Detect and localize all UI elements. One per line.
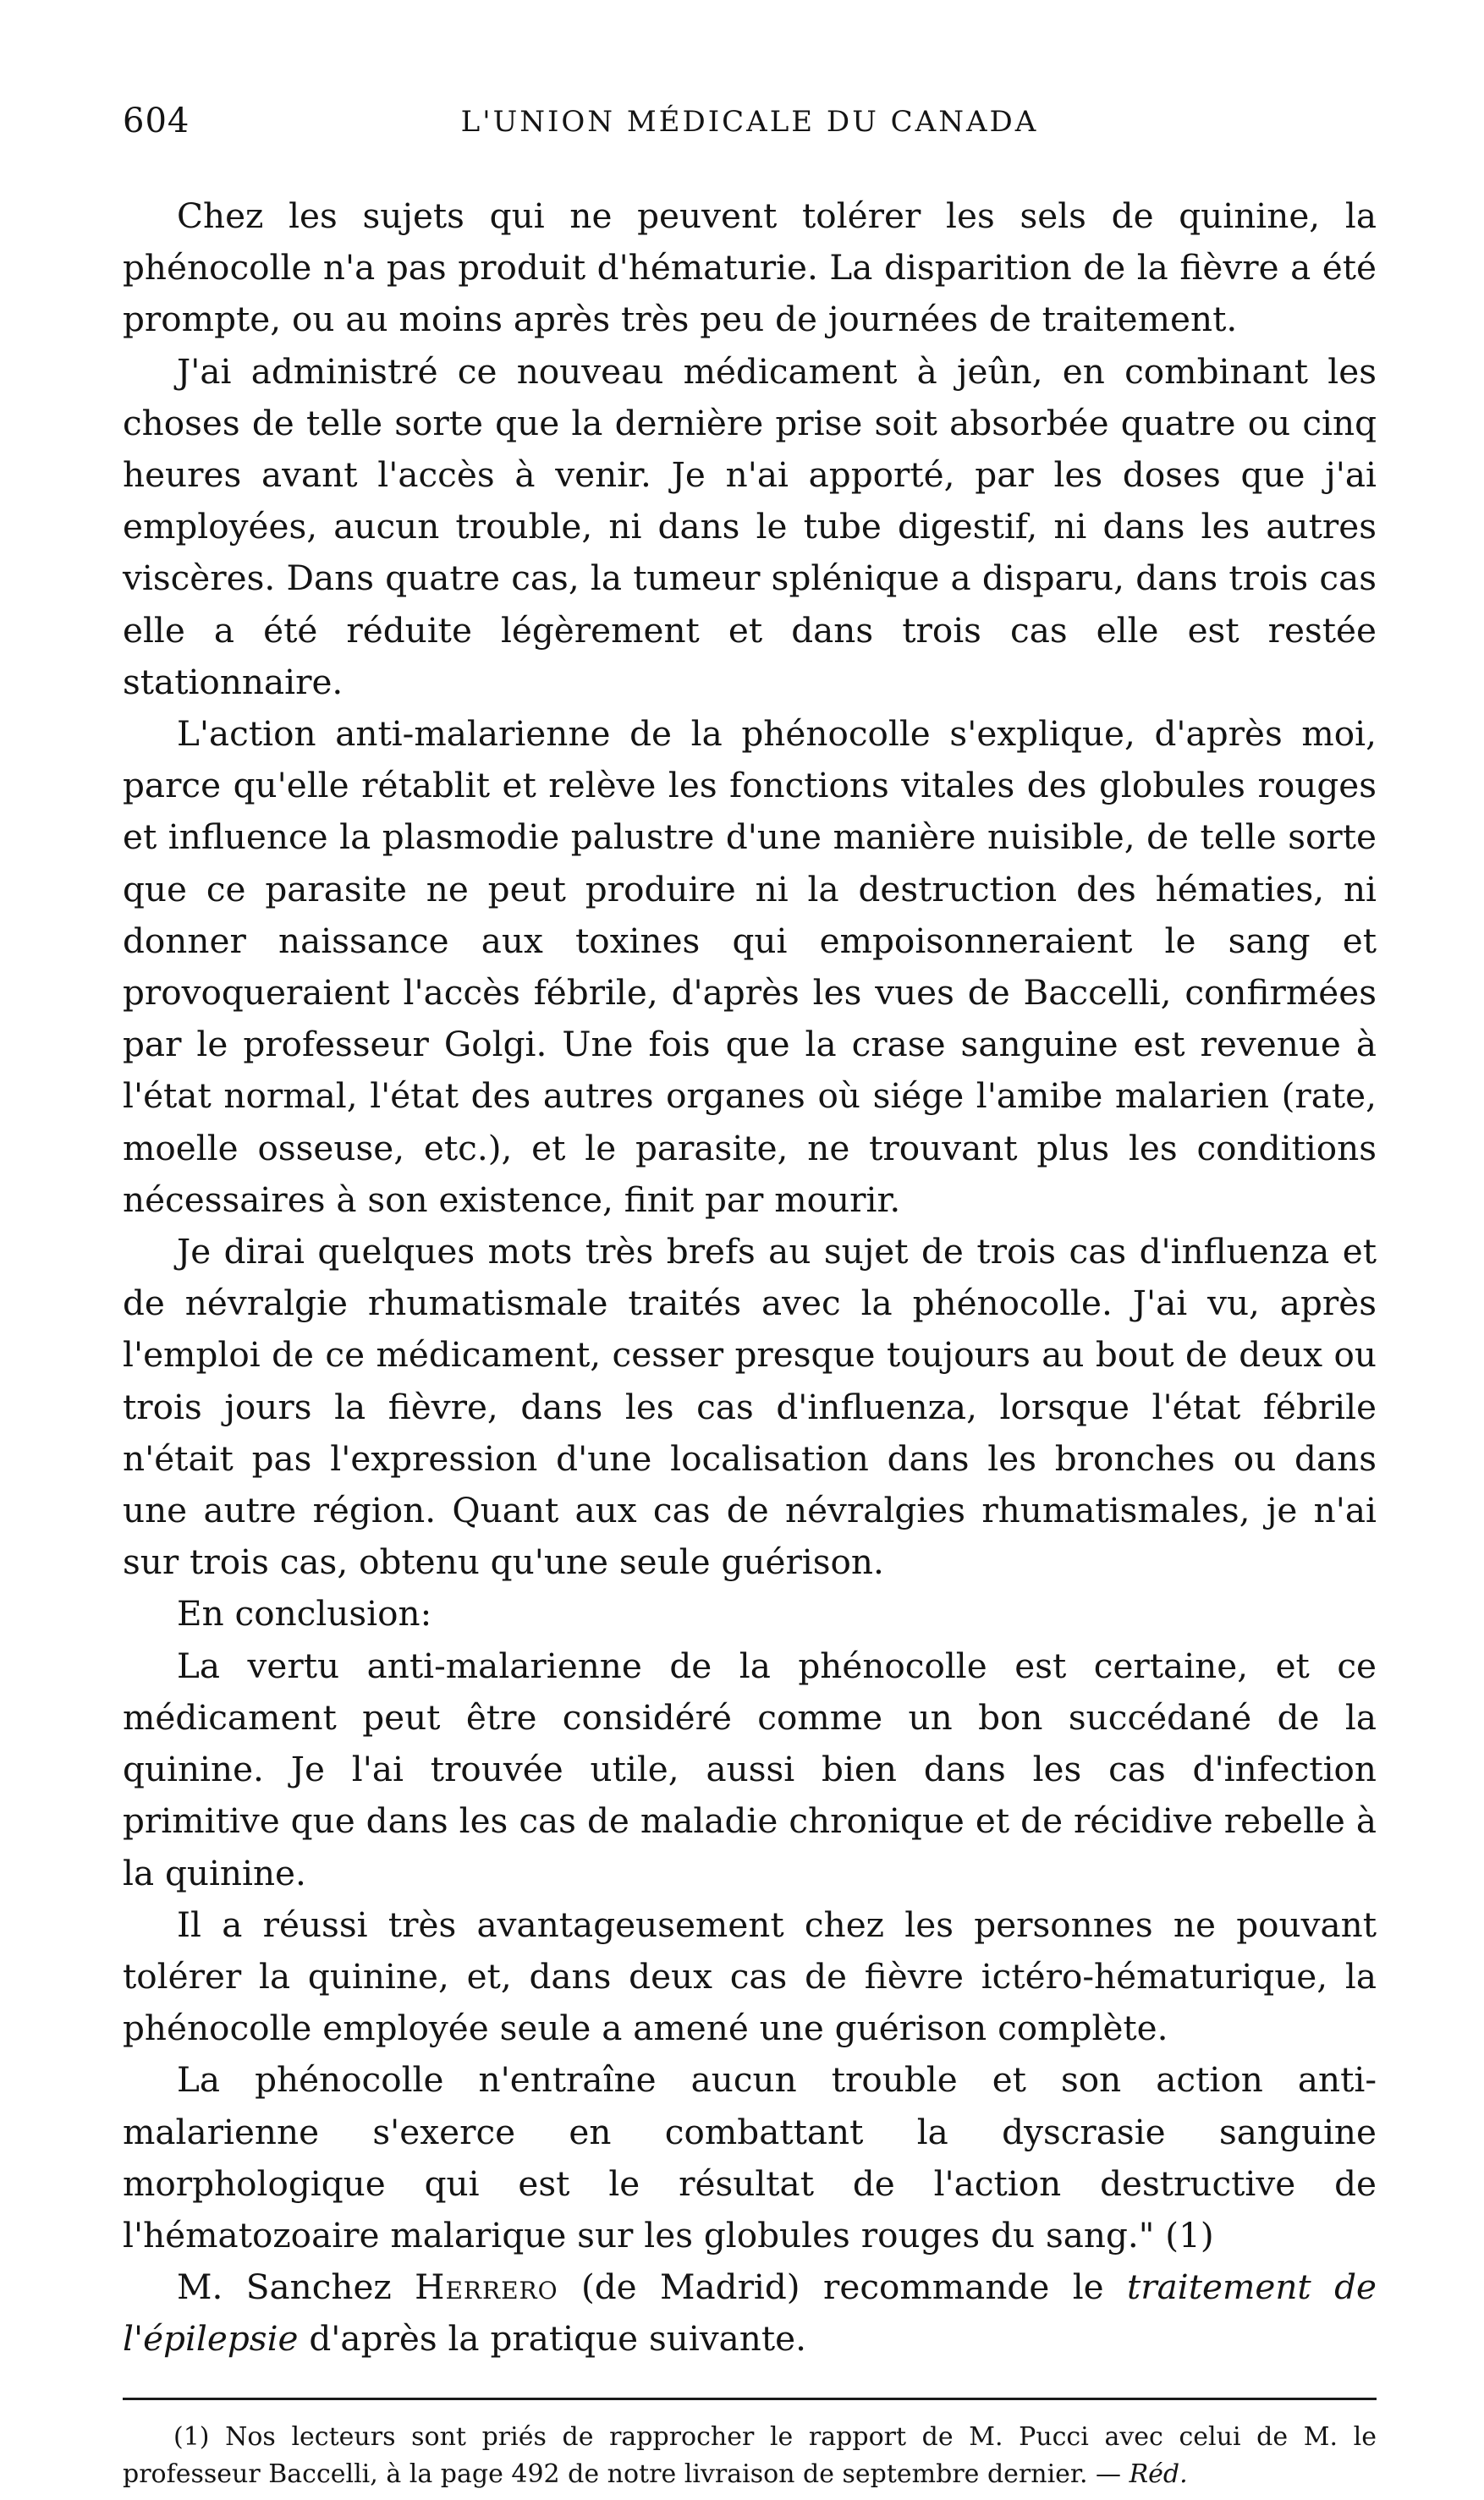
document-page [123, 102, 1377, 2493]
footnote-text: (1) Nos lecteurs sont priés de rapprocher le rapport de M. Pucci avec celui de M. le professeur Baccelli, à la page 492 de notre livraison de septembre dernier. — [123, 2421, 1377, 2489]
paragraph-6: La vertu anti-malarienne de la phénocolle est certaine, et ce médicament peut être considéré comme un bon succédané de la quinine. Je l'ai trouvée utile, aussi bien dans les cas d'infection primitive que dans les cas de maladie chronique et de récidive rebelle à la quinine. [123, 1645, 1377, 1893]
footnote-signature: Réd. [1129, 2459, 1188, 2489]
footnote-divider [123, 2398, 1377, 2400]
treatment-title: traitement de l'épilepsie [123, 2266, 1377, 2360]
paragraph-5: En conclusion: [177, 1593, 432, 1635]
article-body [123, 190, 1377, 2365]
journal-title: L'UNION MÉDICALE DU CANADA [460, 105, 1039, 139]
paragraph-9-prefix: M. Sanchez [177, 2266, 415, 2308]
footnote [123, 2419, 1377, 2493]
paragraph-9-suffix: d'après la pratique suivante. [298, 2318, 807, 2360]
paragraph-4: Je dirai quelques mots très brefs au sujet de trois cas d'influenza et de névralgie rhumatismale traités avec la phénocolle. J'ai vu, après l'emploi de ce médicament, cesser presque toujours au bout de deux ou trois jours la fièvre, dans les cas d'influenza, lorsque l'état fébrile n'était pas l'expression d'une localisation dans les bronches ou dans une autre région. Quant aux cas de névralgies rhumatismales, je n'ai sur trois cas, obtenu qu'une seule guérison. [123, 1231, 1377, 1583]
paragraph-2: J'ai administré ce nouveau médicament à jeûn, en combinant les choses de telle sorte que la dernière prise soit absorbée quatre ou cinq heures avant l'accès à venir. Je n'ai apporté, par les doses que j'ai employées, aucun trouble, ni dans le tube digestif, ni dans les autres viscères. Dans quatre cas, la tumeur splénique a disparu, dans trois cas elle a été réduite légèrement et dans trois cas elle est restée stationnaire. [123, 350, 1377, 702]
paragraph-9 [123, 2261, 1377, 2365]
page-number: 604 [123, 102, 190, 140]
author-name: Herrero [415, 2266, 558, 2308]
paragraph-7: Il a réussi très avantageusement chez les personnes ne pouvant tolérer la quinine, et, dans deux cas de fièvre ictéro-hématurique, la phénocolle employée seule a amené une guérison complète. [123, 1904, 1377, 2049]
paragraph-3: L'action anti-malarienne de la phénocolle s'explique, d'après moi, parce qu'elle rétablit et relève les fonctions vitales des globules rouges et influence la plasmodie palustre d'une manière nuisible, de telle sorte que ce parasite ne peut produire ni la destruction des hématies, ni donner naissance aux toxines qui empoisonneraient le sang et provoqueraient l'accès fébrile, d'après les vues de Baccelli, confirmées par le professeur Golgi. Une fois que la crase sanguine est revenue à l'état normal, l'état des autres organes où siége l'amibe malarien (rate, moelle osseuse, etc.), et le parasite, ne trouvant plus les conditions nécessaires à son existence, finit par mourir. [123, 713, 1377, 1220]
paragraph-1: Chez les sujets qui ne peuvent tolérer les sels de quinine, la phénocolle n'a pas produit d'hématurie. La disparition de la fièvre a été prompte, ou au moins après très peu de journées de traitement. [123, 195, 1377, 340]
paragraph-8: La phénocolle n'entraîne aucun trouble et son action anti-malarienne s'exerce en combattant la dyscrasie sanguine morphologique qui est le résultat de l'action destructive de l'hématozoaire malarique sur les globules rouges du sang." (1) [123, 2059, 1377, 2255]
paragraph-9-middle: (de Madrid) recommande le [558, 2266, 1127, 2308]
running-header [123, 102, 1377, 152]
